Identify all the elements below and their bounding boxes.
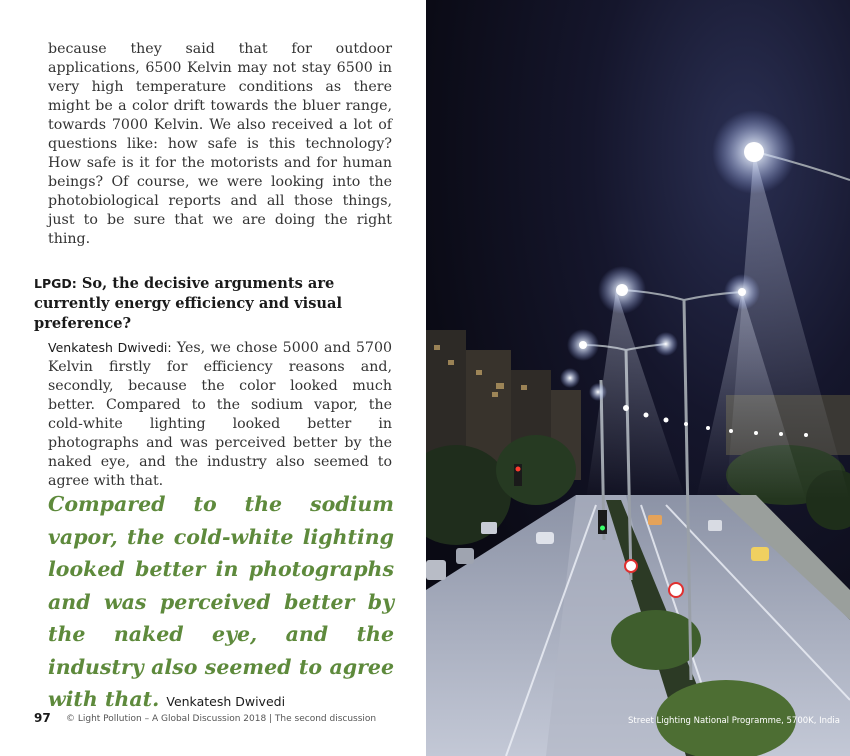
interview-answer xyxy=(48,338,392,491)
question-speaker: LPGD: xyxy=(34,276,77,291)
pull-quote xyxy=(48,488,394,719)
body-paragraph: because they said that for outdoor applications, 6500 Kelvin may not stay 6500 in very high temperature conditions as there might be a color drift towards the bluer range, towards 7000 Kelvin. We also received a lot of questions like: how safe is this technology? How safe is it for the motorists and for human beings? Of course, we were looking into the photobiological reports and all those things, just to be sure that we are doing the right thing. xyxy=(48,41,392,247)
pull-quote-text: Compared to the sodium vapor, the cold-white lighting looked better in photographs and was perceived better by the naked eye, and the industry also seemed to agree with that. xyxy=(48,492,394,711)
footer-text: © Light Pollution – A Global Discussion 2018 | The second discussion xyxy=(66,714,377,724)
answer-text: Yes, we chose 5000 and 5700 Kelvin firstly for efficiency reasons and, secondly, because the color looked much better. Compared to the sodium vapor, the cold-white lighting looked better in photographs and was perceived better by the naked eye, and the industry also seemed to agree with that. xyxy=(48,340,393,489)
interview-question xyxy=(34,274,394,334)
question-text: So, the decisive arguments are currently energy efficiency and visual preference? xyxy=(34,275,343,332)
photo-caption: Street Lighting National Programme, 5700K, India xyxy=(628,716,840,726)
page-number: 97 xyxy=(34,711,51,725)
pull-quote-attribution: Venkatesh Dwivedi xyxy=(166,694,286,709)
answer-speaker: Venkatesh Dwivedi: xyxy=(48,340,172,355)
street-lighting-photo xyxy=(426,0,850,756)
street-scene-illustration xyxy=(426,0,850,756)
